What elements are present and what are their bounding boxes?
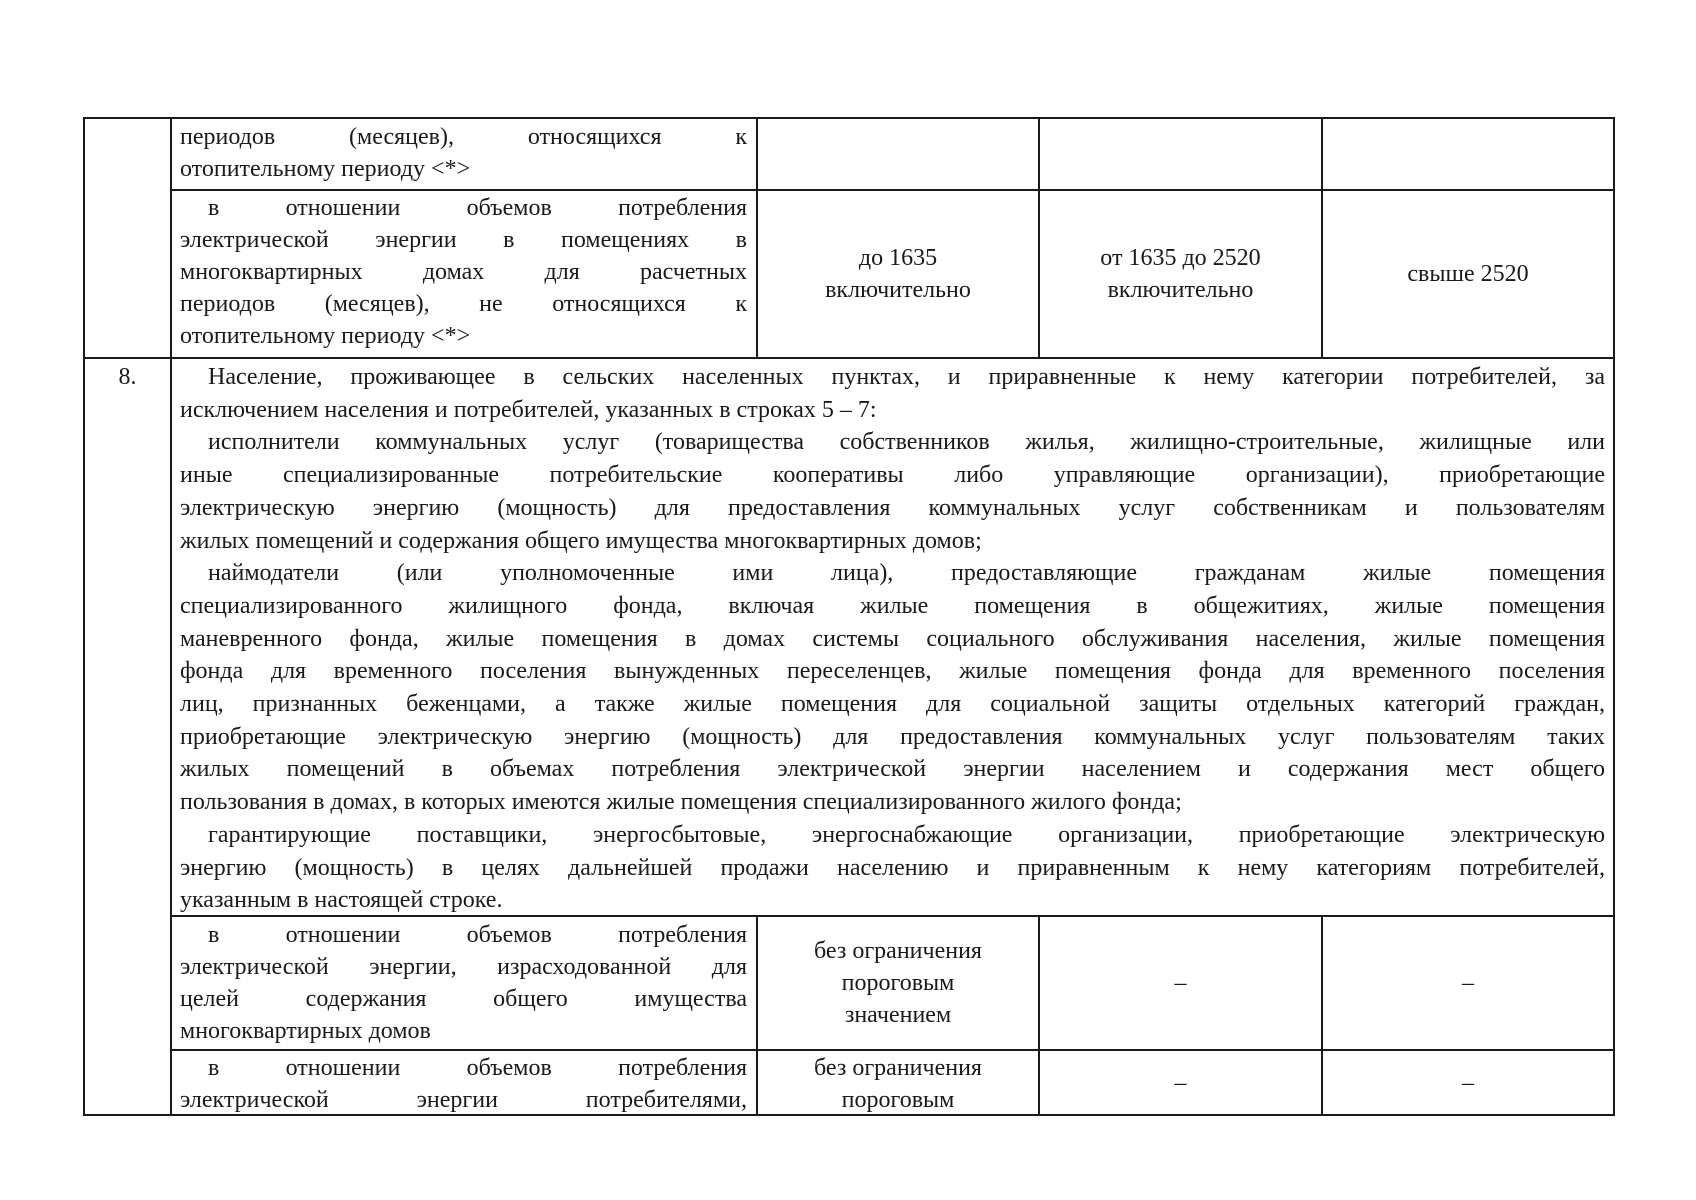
text-line: иные специализированные потребительские кооперативы либо управляющие организации), приобретающие — [180, 462, 1605, 489]
threshold-value: без ограничения — [814, 1055, 982, 1081]
tariff-table — [83, 117, 1615, 1116]
threshold-value: от 1635 до 2520 — [1100, 245, 1261, 271]
text-line: электрической энергии потребителями, — [180, 1087, 747, 1113]
threshold-value: до 1635 — [858, 245, 938, 271]
text-line: приобретающие электрическую энергию (мощность) для предоставления коммунальных услуг пользователям таких — [180, 723, 1605, 750]
text-line: в отношении объемов потребления — [208, 195, 747, 221]
row2-threshold-2 — [1040, 191, 1321, 357]
row2-threshold-3 — [1323, 191, 1613, 357]
text-line: исключением населения и потребителей, указанных в строках 5 – 7: — [180, 396, 877, 423]
text-line: целей содержания общего имущества — [180, 986, 747, 1012]
text-line: наймодатели (или уполномоченные ими лица), предоставляющие гражданам жилые помещения — [208, 560, 1605, 587]
section8-text — [180, 361, 1605, 917]
subrow2-threshold-2: – — [1174, 1069, 1187, 1096]
text-line: периодов (месяцев), не относящихся к — [180, 291, 747, 317]
col-divider-number — [170, 119, 172, 1114]
subrow1-threshold-2: – — [1174, 970, 1187, 996]
threshold-value: значением — [844, 1002, 952, 1028]
threshold-value: без ограничения — [814, 938, 982, 964]
threshold-value: свыше 2520 — [1407, 261, 1529, 287]
text-line: исполнители коммунальных услуг (товарищества собственников жилья, жилищно-строительные, жилищные или — [208, 429, 1605, 456]
subrow2-threshold-3: – — [1462, 1069, 1474, 1096]
text-line: электрическую энергию (мощность) для предоставления коммунальных услуг собственникам и пользователям — [180, 494, 1605, 521]
text-line: пользования в домах, в которых имеются жилые помещения специализированного жилого фонда; — [180, 789, 1182, 816]
text-line: жилых помещений и содержания общего имущества многоквартирных домов; — [180, 527, 982, 554]
text-line: в отношении объемов потребления — [208, 922, 747, 948]
text-line: электрической энергии, израсходованной для — [180, 954, 747, 980]
subrow1-description — [180, 919, 747, 1047]
text-line: лиц, признанных беженцами, а также жилые помещения для социальной защиты отдельных категорий граждан, — [180, 691, 1605, 718]
text-line: указанным в настоящей строке. — [180, 887, 503, 914]
row2-threshold-1 — [758, 191, 1038, 357]
threshold-qualifier: включительно — [825, 277, 971, 303]
text-line: в отношении объемов потребления — [208, 1055, 747, 1081]
text-line: электрической энергии в помещениях в — [180, 227, 747, 253]
text-line: многоквартирных домов — [180, 1018, 431, 1044]
subrow2-threshold-1 — [758, 1052, 1038, 1116]
text-line: жилых помещений в объемах потребления электрической энергии населением и содержания мест общего — [180, 756, 1605, 783]
text-line: многоквартирных домах для расчетных — [180, 259, 747, 285]
row-divider-section8 — [85, 357, 1613, 359]
threshold-value: пороговым — [841, 1087, 955, 1113]
text-line: фонда для временного поселения вынужденных переселенцев, жилые помещения фонда для временного поселения — [180, 658, 1605, 685]
row1-description — [180, 121, 747, 185]
subrow1-threshold-1 — [758, 917, 1038, 1049]
text-line: энергию (мощность) в целях дальнейшей продажи населению и приравненным к нему категориям потребителей, — [180, 854, 1605, 881]
threshold-value: пороговым — [841, 970, 955, 996]
text-line: гарантирующие поставщики, энергосбытовые, энергоснабжающие организации, приобретающие электрическую — [208, 821, 1605, 848]
subrow2-description — [180, 1052, 747, 1116]
text-line: отопительному периоду <*> — [180, 156, 471, 182]
text-line: Население, проживающее в сельских населенных пунктах, и приравненные к нему категории потребителей, за — [208, 364, 1605, 390]
text-line: маневренного фонда, жилые помещения в домах системы социального обслуживания населения, жилые помещения — [180, 625, 1605, 652]
row2-description — [180, 192, 747, 352]
row-number: 8. — [118, 364, 137, 390]
subrow1-threshold-3: – — [1462, 970, 1474, 996]
text-line: специализированного жилищного фонда, включая жилые помещения в общежитиях, жилые помещения — [180, 592, 1605, 619]
text-line: периодов (месяцев), относящихся к — [180, 124, 747, 150]
text-line: отопительному периоду <*> — [180, 323, 471, 349]
threshold-qualifier: включительно — [1107, 277, 1254, 303]
